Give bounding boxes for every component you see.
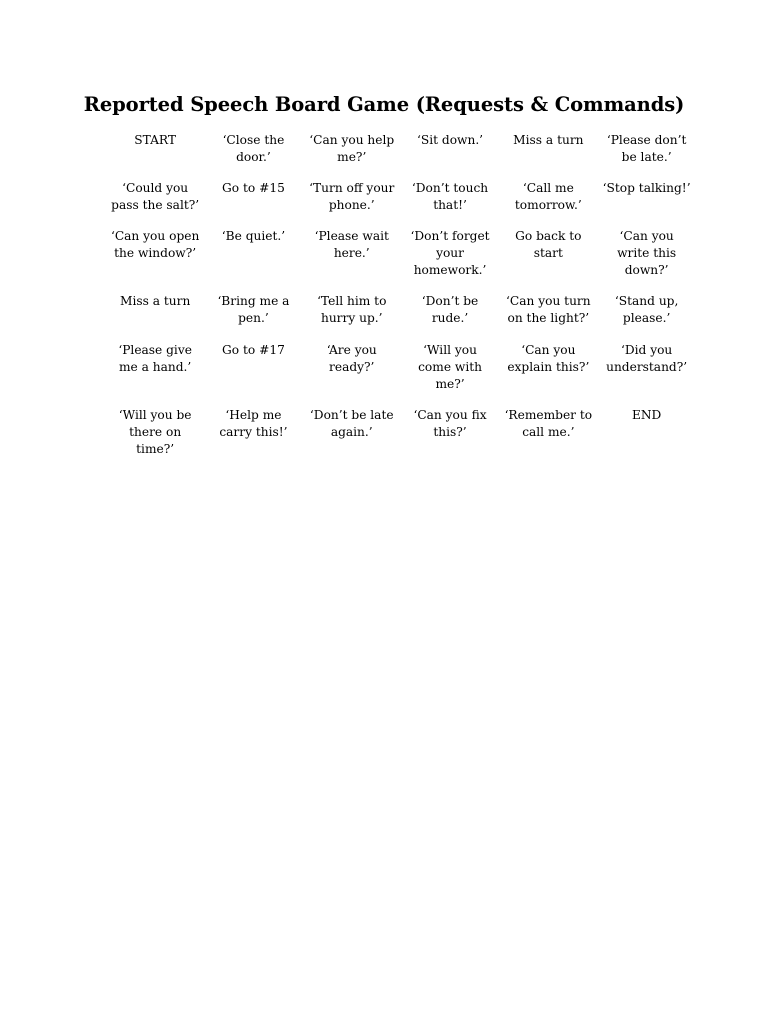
board-cell: ‘Remember to call me.’: [504, 408, 593, 439]
board-cell: ‘Can you open the window?’: [110, 229, 200, 260]
board-cell: ‘Did you understand?’: [606, 343, 688, 374]
board-cell: ‘Bring me a pen.’: [217, 294, 290, 325]
board-cell: Go back to start: [515, 229, 582, 260]
board-cell-start: START: [134, 133, 176, 147]
page-title: Reported Speech Board Game (Requests & Commands): [83, 93, 685, 116]
board-cell: ‘Stop talking!’: [602, 181, 691, 195]
board-cell: ‘Are you ready?’: [326, 343, 377, 374]
board-row: [106, 228, 696, 293]
board-cell: Miss a turn: [119, 294, 191, 308]
board-cell: ‘Don’t be late again.’: [309, 408, 394, 439]
board-cell: Miss a turn: [513, 133, 584, 147]
board-cell: Go to #17: [222, 343, 285, 357]
board-cell: ‘Can you turn on the light?’: [506, 294, 591, 325]
board-cell: ‘Could you pass the salt?’: [111, 181, 200, 212]
board-cell: ‘Be quiet.’: [221, 229, 286, 243]
board-cell: ‘Please give me a hand.’: [118, 343, 192, 374]
board-cell: ‘Please wait here.’: [314, 229, 389, 260]
board-row: [106, 407, 696, 472]
board-cell: ‘Don’t touch that!’: [411, 181, 489, 212]
board-cell: ‘Sit down.’: [417, 133, 484, 147]
board-cell: ‘Can you fix this?’: [413, 408, 487, 439]
board-cell: ‘Tell him to hurry up.’: [317, 294, 387, 325]
board-cell-end: END: [631, 408, 662, 422]
board-cell: ‘Don’t forget your homework.’: [410, 229, 490, 277]
board-row: [106, 180, 696, 228]
board-cell: ‘Will you be there on time?’: [118, 408, 192, 456]
board-cell: ‘Turn off your phone.’: [309, 181, 395, 212]
board-row: [106, 132, 696, 180]
board-cell: ‘Stand up, please.’: [614, 294, 679, 325]
board-cell: ‘Don’t be rude.’: [421, 294, 479, 325]
board-cell: Go to #15: [222, 181, 285, 195]
board-cell: ‘Will you come with me?’: [418, 343, 482, 391]
board-cell: ‘Help me carry this!’: [219, 408, 288, 439]
board-cell: ‘Call me tomorrow.’: [514, 181, 582, 212]
board-game-grid: [106, 132, 696, 472]
board-cell: ‘Please don’t be late.’: [606, 133, 687, 164]
board-row: [106, 293, 696, 342]
board-row: [106, 342, 696, 407]
board-cell: ‘Can you explain this?’: [507, 343, 590, 374]
board-cell: ‘Can you help me?’: [309, 133, 395, 164]
board-cell: ‘Close the door.’: [222, 133, 285, 164]
board-cell: ‘Can you write this down?’: [617, 229, 677, 277]
